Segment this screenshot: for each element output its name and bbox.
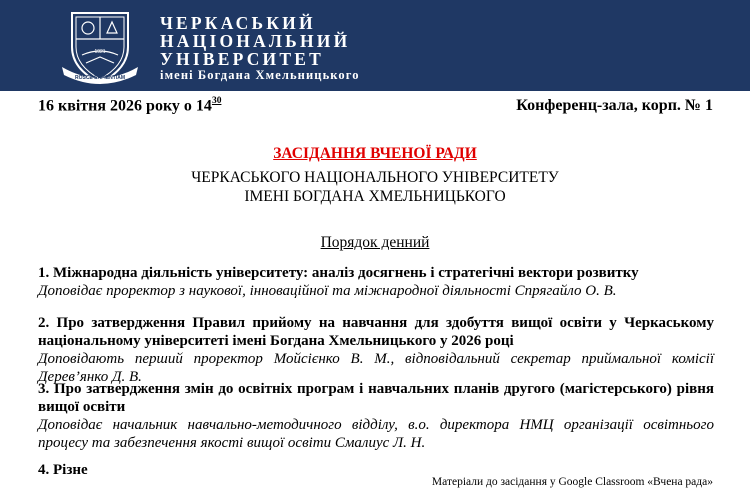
page-title: ЗАСІДАННЯ ВЧЕНОЇ РАДИ [273, 145, 477, 162]
agenda-item-question: 1. Міжнародна діяльність університету: аналіз досягнень і стратегічні вектори розвитку [38, 265, 639, 281]
university-name-line4: імені Богдана Хмельницького [160, 68, 360, 82]
agenda-item-reporter: Доповідають перший проректор Мойсієнко В. М., відповідальний секретар приймальної комісії Дерев’янко Д. В. [38, 351, 714, 385]
header-banner [0, 0, 750, 91]
logo-year: 1921 [94, 49, 106, 55]
agenda-item-2 [38, 314, 714, 386]
agenda-heading: Порядок денний [320, 234, 430, 251]
university-crest-icon [58, 3, 142, 87]
agenda-item-question: 3. Про затвердження змін до освітніх програм і навчальних планів другого (магістерського) рівня вищої освіти [38, 381, 714, 415]
subtitle-line1: ЧЕРКАСЬКОГО НАЦІОНАЛЬНОГО УНІВЕРСИТЕТУ [191, 169, 559, 186]
footer-note: Матеріали до засідання у Google Classroom «Вчена рада» [431, 476, 713, 488]
meeting-location: Конференц-зала, корп. № 1 [516, 97, 713, 114]
agenda-item-reporter: Доповідає начальник навчально-методичного відділу, в.о. директора НМЦ організації освітнього процесу та забезпечення якості вищої освіти Смалиус Л. Н. [38, 417, 714, 451]
meeting-time-minutes: 30 [211, 96, 222, 106]
logo-motto: ROSCE SAPIENTIAM [74, 75, 126, 81]
agenda-item-question: 2. Про затвердження Правил прийому на навчання для здобуття вищої освіти у Черкаському національному університеті імені Богдана Хмельницького у 2026 році [38, 315, 714, 349]
university-name-line1: ЧЕРКАСЬКИЙ [160, 13, 316, 33]
meeting-date: 16 квітня 2026 року о 14 [38, 97, 212, 115]
university-name-line2: НАЦІОНАЛЬНИЙ [160, 31, 351, 51]
meeting-date-time [38, 97, 221, 115]
agenda-item-1 [38, 264, 714, 300]
agenda-item-reporter: Доповідає проректор з наукової, інноваційної та міжнародної діяльності Спрягайло О. В. [38, 283, 617, 299]
university-name [160, 14, 360, 83]
agenda-item-question: 4. Різне [38, 462, 88, 478]
subtitle-line2: ІМЕНІ БОГДАНА ХМЕЛЬНИЦЬКОГО [244, 188, 506, 205]
university-name-line3: УНІВЕРСИТЕТ [160, 49, 324, 69]
page-subtitle [0, 168, 750, 206]
agenda-item-3 [38, 380, 714, 452]
